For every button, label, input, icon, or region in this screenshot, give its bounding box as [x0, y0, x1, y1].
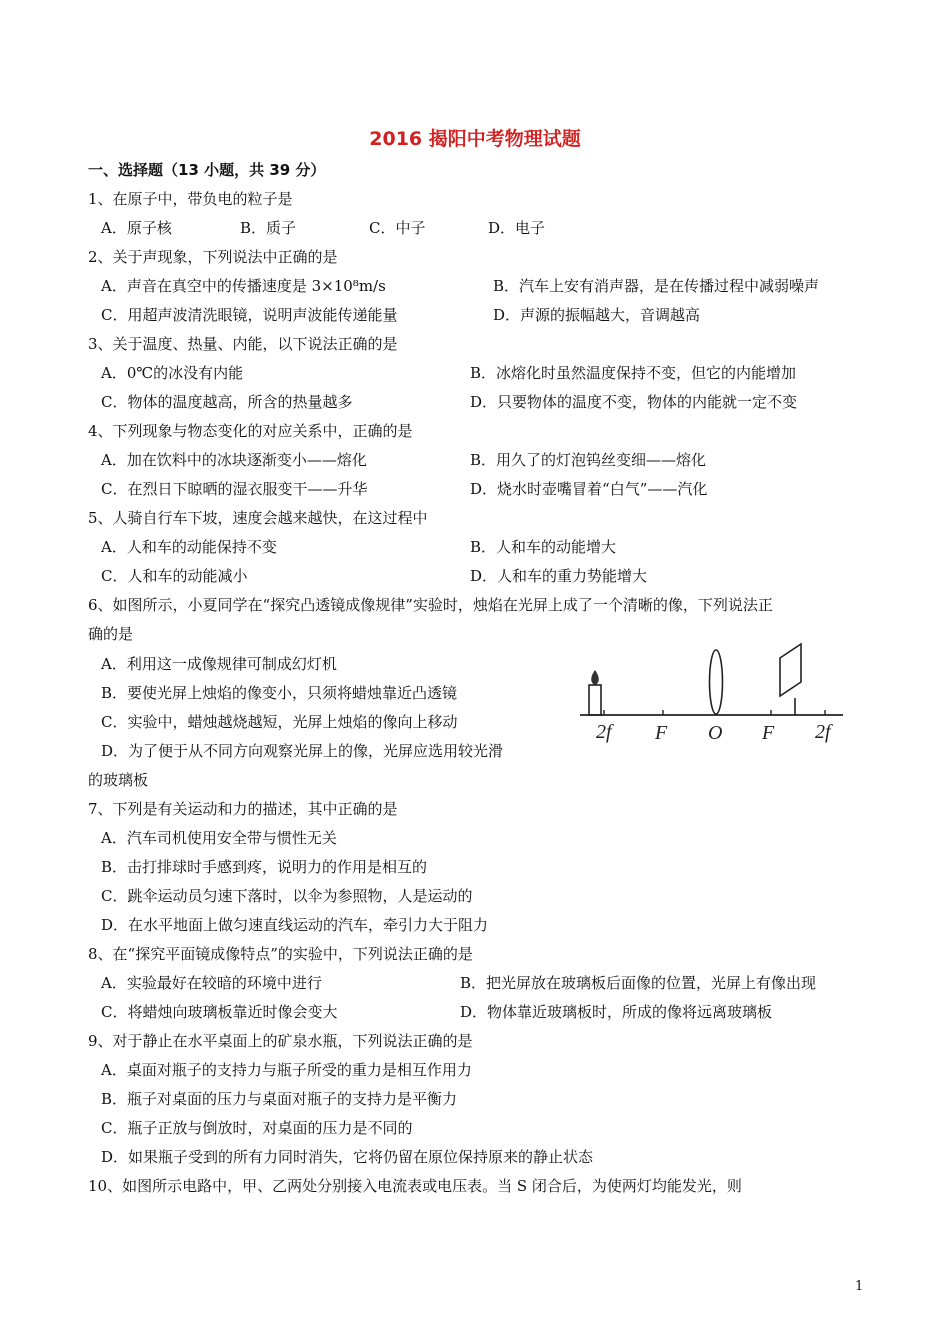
question-6-stem: 6、如图所示，小夏同学在“探究凸透镜成像规律”实验时，烛焰在光屏上成了一个清晰的像，下列说法正	[88, 596, 773, 614]
question-1-option-b: B．质子	[240, 219, 297, 237]
question-6-stem-continued: 确的是	[88, 625, 134, 643]
question-4-option-b: B．用久了的灯泡钨丝变细——熔化	[470, 451, 707, 469]
label-f-left: F	[655, 722, 668, 744]
question-1-stem: 1、在原子中，带负电的粒子是	[88, 190, 293, 208]
question-3-option-d: D．只要物体的温度不变，物体的内能就一定不变	[470, 393, 798, 411]
question-6-option-d-continued: 的玻璃板	[88, 771, 149, 789]
question-5-option-c: C．人和车的动能减小	[101, 567, 248, 585]
question-3-stem: 3、关于温度、热量、内能，以下说法正确的是	[88, 335, 398, 353]
question-3-option-a: A．0℃的冰没有内能	[101, 364, 244, 382]
optical-bench-figure	[575, 640, 850, 750]
label-f-right: F	[762, 722, 775, 744]
question-4-stem: 4、下列现象与物态变化的对应关系中，正确的是	[88, 422, 413, 440]
question-2-option-a: A．声音在真空中的传播速度是 3×10⁸m/s	[101, 277, 386, 295]
question-7-option-a: A．汽车司机使用安全带与惯性无关	[101, 829, 337, 847]
question-2-option-d: D．声源的振幅越大，音调越高	[493, 306, 701, 324]
label-o: O	[708, 722, 723, 744]
question-6-option-b: B．要使光屏上烛焰的像变小，只须将蜡烛靠近凸透镜	[101, 684, 458, 702]
candle	[589, 685, 601, 715]
question-9-option-c: C．瓶子正放与倒放时，对桌面的压力是不同的	[101, 1119, 413, 1137]
question-8-stem: 8、在“探究平面镜成像特点”的实验中，下列说法正确的是	[88, 945, 473, 963]
question-2-option-c: C．用超声波清洗眼镜，说明声波能传递能量	[101, 306, 398, 324]
light-screen	[780, 644, 801, 696]
label-2f-right: 2f	[815, 721, 831, 743]
question-4-option-a: A．加在饮料中的冰块逐渐变小——熔化	[101, 451, 367, 469]
question-7-stem: 7、下列是有关运动和力的描述，其中正确的是	[88, 800, 398, 818]
question-7-option-b: B．击打排球时手感到疼，说明力的作用是相互的	[101, 858, 428, 876]
question-6-option-a: A．利用这一成像规律可制成幻灯机	[101, 655, 337, 673]
question-2-stem: 2、关于声现象，下列说法中正确的是	[88, 248, 338, 266]
question-2-option-b: B．汽车上安有消声器，是在传播过程中减弱噪声	[493, 277, 820, 295]
page-number: 1	[855, 1279, 864, 1294]
question-5-option-b: B．人和车的动能增大	[470, 538, 617, 556]
question-1-option-c: C．中子	[369, 219, 426, 237]
question-5-option-d: D．人和车的重力势能增大	[470, 567, 648, 585]
section-heading: 一、选择题（13 小题，共 39 分）	[88, 161, 326, 179]
convex-lens	[710, 650, 723, 714]
question-9-option-a: A．桌面对瓶子的支持力与瓶子所受的重力是相互作用力	[101, 1061, 472, 1079]
label-2f-left: 2f	[596, 721, 612, 743]
question-1-option-a: A．原子核	[101, 219, 172, 237]
question-9-option-d: D．如果瓶子受到的所有力同时消失，它将仍留在原位保持原来的静止状态	[101, 1148, 594, 1166]
question-3-option-c: C．物体的温度越高，所含的热量越多	[101, 393, 353, 411]
question-1-option-d: D．电子	[488, 219, 546, 237]
question-3-option-b: B．冰熔化时虽然温度保持不变，但它的内能增加	[470, 364, 797, 382]
question-5-stem: 5、人骑自行车下坡，速度会越来越快，在这过程中	[88, 509, 428, 527]
question-8-option-b: B．把光屏放在玻璃板后面像的位置，光屏上有像出现	[460, 974, 817, 992]
question-5-option-a: A．人和车的动能保持不变	[101, 538, 277, 556]
question-9-option-b: B．瓶子对桌面的压力与桌面对瓶子的支持力是平衡力	[101, 1090, 458, 1108]
question-4-option-c: C．在烈日下晾晒的湿衣服变干——升华	[101, 480, 368, 498]
question-10-stem: 10、如图所示电路中，甲、乙两处分别接入电流表或电压表。当 S 闭合后，为使两灯均能发光，则	[88, 1177, 742, 1195]
page-title: 2016 揭阳中考物理试题	[369, 128, 581, 150]
question-8-option-c: C．将蜡烛向玻璃板靠近时像会变大	[101, 1003, 338, 1021]
question-8-option-a: A．实验最好在较暗的环境中进行	[101, 974, 322, 992]
question-4-option-d: D．烧水时壶嘴冒着“白气”——汽化	[470, 480, 708, 498]
question-7-option-d: D．在水平地面上做匀速直线运动的汽车，牵引力大于阻力	[101, 916, 489, 934]
question-7-option-c: C．跳伞运动员匀速下落时，以伞为参照物，人是运动的	[101, 887, 473, 905]
candle-flame	[591, 670, 599, 685]
question-9-stem: 9、对于静止在水平桌面上的矿泉水瓶，下列说法正确的是	[88, 1032, 473, 1050]
question-6-option-c: C．实验中，蜡烛越烧越短，光屏上烛焰的像向上移动	[101, 713, 458, 731]
question-6-option-d: D．为了便于从不同方向观察光屏上的像，光屏应选用较光滑	[101, 742, 504, 760]
question-8-option-d: D．物体靠近玻璃板时，所成的像将远离玻璃板	[460, 1003, 773, 1021]
